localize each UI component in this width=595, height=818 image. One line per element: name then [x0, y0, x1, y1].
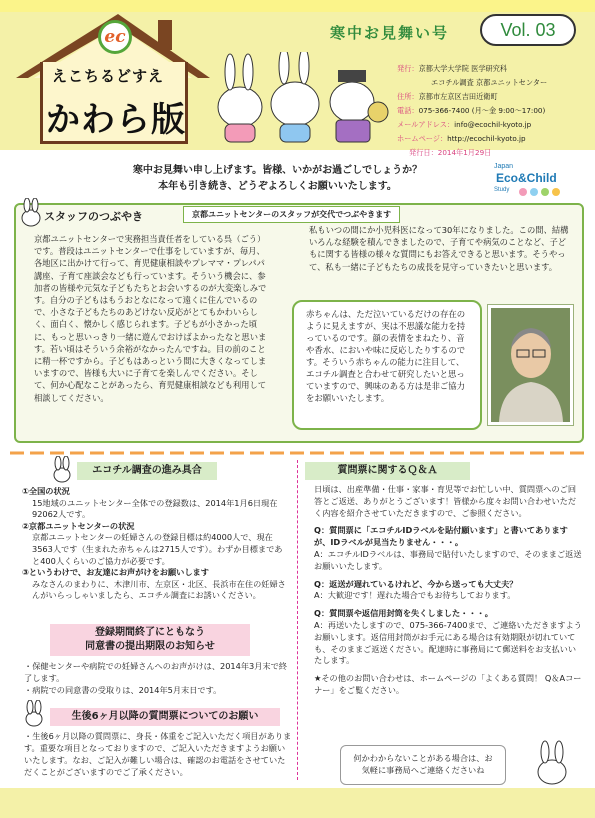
publisher-unit: エコチル調査 京都ユニットセンター: [431, 78, 548, 87]
questionnaire-note: ・生後6ヶ月以降の質問票に、身長・体重をご記入いただく項目があります。重要な項目となっておりますので、ご記入いただきますようお願いいたします。なお、ご記入が難しい場合は、確認のお電話をさせていただくことがございますのでご了承ください。: [24, 731, 292, 777]
volume-badge: Vol. 03: [480, 14, 576, 46]
contact-note: 何かわからないことがある場合は、お気軽に事務局へご連絡くださいね: [340, 745, 506, 785]
email-link[interactable]: info@ecochil-kyoto.jp: [454, 120, 532, 129]
staff-text-left: 京都ユニットセンターで実務担当責任者をしている呉（ごう）です。普段はユニットセンターで仕事をしていますが、毎月、各地区に出かけて行って、育児健康相談やプレママ・プレパパ講座、子育て座談会なども行っています。そういう機会に、参加者の皆様や元気な子どもたちとお会いするのが大変楽しみです。自分の子どもはもうおとなになって遠くに住んでいるので、小さな子どもたちのあどけない反応がとてもかわいらしく、面白く、懐かしく感じられます。子どもが小さかった頃に、もっと思いっきり一緒に遊んでおけばよかったなと思います。若い頃はそういう余裕がなかったんですね。目の前のことに精一杯ですから。子どもはあっという間に大きくなってしまいますので、皆様も大いに子育てを楽しんでください。そして、何か心配なことがあったら、育児健康相談なども利用して相談してください。: [34, 234, 267, 403]
rabbit-icon: [18, 198, 44, 228]
staff-heading: スタッフのつぶやき: [44, 210, 143, 223]
rabbit-icon: [532, 740, 572, 786]
staff-text-right: 私もいつの間にか小児科医になって30年になりました。この間、結構いろんな経験を積んできましたので、子育てや病気のことなど、子どもに関する皆様の様々な質問にもお答えできると思います。そうやって、私も一緒に子どもたちの成長を見守っていきたいと思います。: [309, 225, 569, 272]
tel: 075-366-7400 (月～金 9:00～17:00): [418, 106, 546, 115]
issue-name: 寒中お見舞い号: [330, 24, 450, 42]
mascot-characters-icon: [200, 52, 390, 147]
ec-logo: [98, 20, 132, 54]
eco-child-logo: [494, 155, 572, 197]
issue-date: 発行日：2014年1月29日: [409, 148, 492, 157]
eco-logo-dots-icon: [518, 187, 568, 197]
qa-answer-2: A：大歓迎です！遅れた場合でもお待ちしております。: [314, 590, 516, 601]
progress-item-2-body: 京都ユニットセンターの妊婦さんの登録目標は約4000人で、現在3563人です（生まれた赤ちゃんは2715人です）。わずか目標まであと400人くらいのご協力が必要です。: [32, 532, 283, 566]
address-label: 住所：: [397, 92, 419, 101]
rabbit-icon: [22, 700, 46, 728]
qa-answer-1: A：エコチルIDラベルは、事務局で貼付いたしますので、そのままご返送お願いいたします。: [314, 548, 582, 571]
website-link[interactable]: http://ecochil-kyoto.jp: [447, 134, 526, 143]
logo-text: ec: [104, 27, 126, 47]
section-heading-questionnaire: 生後6ヶ月以降の質問票についてのお願い: [50, 708, 280, 726]
deadline-note-1: ・保健センターや病院での妊婦さんへのお声がけは、2014年3月末で終了します。: [24, 661, 287, 683]
address: 京都市左京区吉田近衛町: [418, 92, 498, 101]
progress-section: [22, 486, 290, 602]
qa-question-2: Q：返送が遅れているけれど、今から送っても大丈夫？: [314, 578, 518, 589]
eco-logo-main: Eco&Child: [496, 171, 557, 185]
progress-item-1-title: ①全国の状況: [22, 486, 70, 496]
qa-other-info: ★その他のお問い合わせは、ホームページの「よくある質問！ Q＆Aコーナー」をご覧ください。: [314, 673, 582, 695]
qa-intro: 日頃は、出産準備・仕事・家事・育児等でお忙しい中、質問票へのご回答とご返送、ありがとうございます！皆様から度々お問い合わせいただく内容を紹介させていただきますので、ご参照ください。: [314, 484, 577, 518]
staff-photo: [488, 305, 573, 425]
newsletter-title: かわら版: [46, 100, 186, 140]
publisher: 京都大学大学院 医学研究科: [418, 64, 508, 73]
progress-item-3-title: ③というわけで、お友達にお声がけをお願いします: [22, 567, 209, 578]
tel-label: 電話：: [397, 106, 419, 115]
section-heading-progress: エコチル調査の進み具合: [77, 462, 217, 480]
section-heading-deadline: [50, 624, 250, 656]
person-portrait-icon: [491, 308, 570, 422]
carrot-divider: [10, 450, 585, 456]
eco-logo-japan: Japan: [494, 163, 514, 170]
speech-bubble: 赤ちゃんは、ただ泣いているだけの存在のように見えますが、実は不思議な能力を持っているのです。顔の表情をまねたり、音や香水、においや味に反応したりするのです。そういう赤ちゃんの能力に注目して、エコチル調査と合わせて研究したいと思っていますので、興味のある方は是非ご協力をお願いいたします。: [292, 300, 482, 430]
staff-tag: 京都ユニットセンターのスタッフが交代でつぶやきます: [183, 206, 400, 223]
footer-band: [0, 788, 595, 818]
qa-section: [314, 484, 584, 703]
qa-question-3: Q：質問票や返信用封筒を失くしました・・・。: [314, 608, 493, 619]
publisher-label: 発行：: [397, 64, 419, 73]
web-label: ホームページ：: [397, 134, 448, 143]
publisher-info: [397, 62, 547, 160]
deadline-heading-line-2: 同意書の提出期限のお知らせ: [85, 641, 215, 652]
column-divider: [297, 460, 298, 780]
qa-answer-3: A：再送いたしますので、075-366-7400まで、ご連絡いただきますようお願いします。返信用封筒がお手元にある場合は有効期限が切れていても、そのままご返送ください。配達時に事務局にて郵送料をお支払いいたします。: [314, 619, 582, 666]
progress-item-1-body: 15地域のユニットセンター全体での登録数は、2014年1月6日現在92062人です。: [32, 497, 278, 520]
progress-item-2-title: ②京都ユニットセンターの状況: [22, 520, 135, 531]
deadline-heading-line-1: 登録期間終了にともなう: [95, 627, 205, 638]
deadline-note-2: ・病院での同意書の受取りは、2014年5月末日です。: [24, 685, 222, 695]
greeting-line-2: 本年も引き続き、どうぞよろしくお願いいたします。: [158, 181, 397, 192]
section-heading-qa: 質問票に関するＱ＆Ａ: [305, 462, 470, 480]
deadline-notes: [24, 660, 292, 696]
progress-item-3-body: みなさんのまわりに、木津川市、左京区・北区、長浜市在住の妊婦さんがいらっしゃいましたら、エコチル調査にお誘いください。: [32, 578, 286, 601]
mail-label: メールアドレス：: [397, 120, 455, 129]
qa-question-1: Q：質問票に「エコチルIDラベルを貼付願います」と書いてありますが、IDラベルが見当たりません・・・。: [314, 525, 568, 548]
newsletter-subtitle: えこちるどすえ: [52, 67, 165, 85]
greeting-line-1: 寒中お見舞い申し上げます。皆様、いかがお過ごしでしょうか？: [132, 165, 423, 176]
eco-logo-study: Study: [494, 187, 510, 193]
rabbit-icon: [50, 456, 74, 484]
